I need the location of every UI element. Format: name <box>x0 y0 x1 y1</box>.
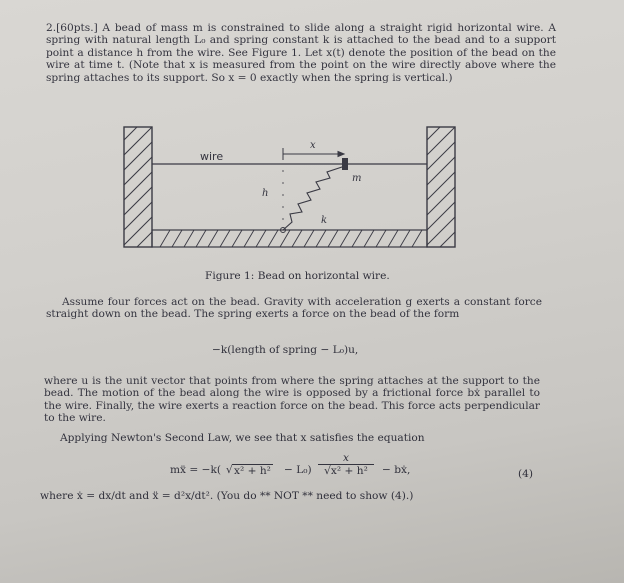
spring <box>283 166 345 230</box>
equation-number: (4) <box>518 468 534 480</box>
k-label: k <box>321 215 328 226</box>
forces-paragraph: Assume four forces act on the bead. Gravity with acceleration g exerts a constant force straight down on the bead. The spring exerts a force on the bead of the form <box>46 296 542 321</box>
wire-label: wire <box>200 150 224 163</box>
problem-intro: 2.[60pts.] A bead of mass m is constrained to slide along a straight rigid horizontal wire. A spring with natural length L₀ and spring constant k is attached to the bead and to a support point a distance h from the wire. See Figure 1. Let x(t) denote the position of the bead on the wire at time t. (Note that x is measured from the point on the wire directly above where the spring attaches to its support. So x = 0 exactly when the spring is vertical.) <box>46 22 556 84</box>
bead <box>342 158 348 170</box>
eq-lhs: mẍ = −k( <box>170 464 222 476</box>
spring-force-expression: −k(length of spring − L₀)u, <box>212 344 359 356</box>
figure-caption: Figure 1: Bead on horizontal wire. <box>205 270 390 282</box>
floor <box>152 230 427 247</box>
eq-fraction <box>318 452 374 477</box>
unit-vector-paragraph: where u is the unit vector that points from where the spring attaches at the support to the bead. The motion of the bead along the wire is opposed by a frictional force bẋ parallel to the wire. Finally, the wire exerts a reaction force on the bead. This force acts perpendicular to the wire. <box>44 375 540 425</box>
h-label: h <box>262 188 269 199</box>
right-wall <box>427 127 455 247</box>
left-wall <box>124 127 152 247</box>
eq-denominator: √x² + h² <box>324 465 368 477</box>
newton-sentence: Applying Newton's Second Law, we see that x satisfies the equation <box>60 432 425 444</box>
eq-mid: − L₀) <box>284 464 312 476</box>
eq-tail: − bẋ, <box>382 464 411 476</box>
equation-4 <box>170 452 470 492</box>
footnote: where ẋ = dx/dt and ẍ = d²x/dt². (You do ** NOT ** need to show (4).) <box>40 490 414 502</box>
m-label: m <box>352 173 362 184</box>
sqrt-sign: √ <box>226 464 233 476</box>
eq-sqrt: x² + h² <box>234 465 271 477</box>
x-label: x <box>310 140 316 151</box>
eq-numerator: x <box>318 452 374 465</box>
